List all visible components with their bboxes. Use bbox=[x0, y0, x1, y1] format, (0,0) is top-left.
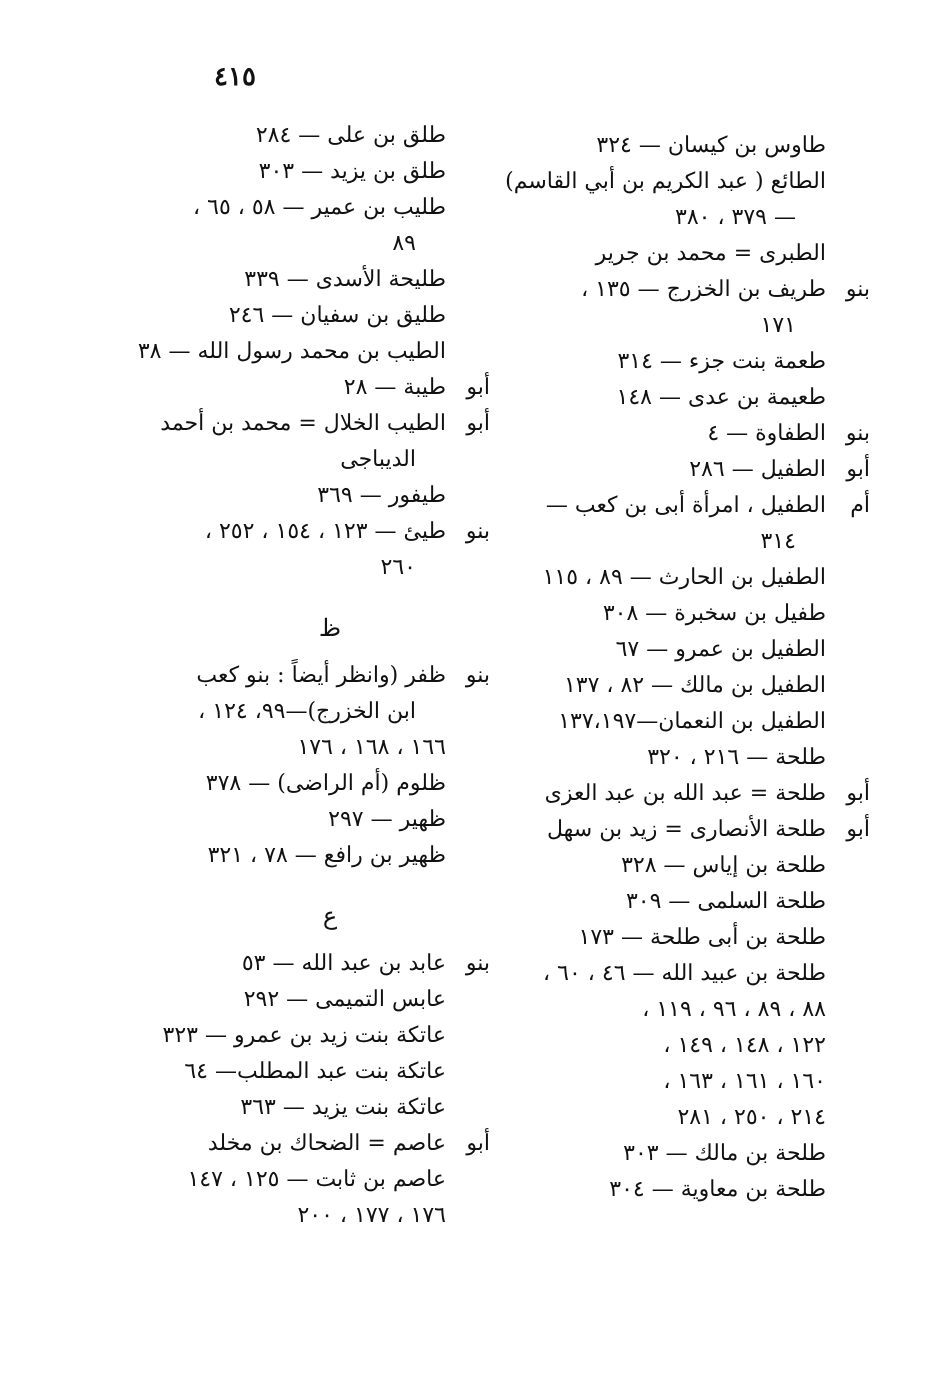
entry-text bbox=[130, 766, 446, 802]
entry-text bbox=[500, 560, 826, 596]
index-entry bbox=[500, 1100, 870, 1136]
entry-prefix: بنو bbox=[465, 519, 490, 544]
entry-continuation-line: ابن الخزرج)—٩٩، ١٢٤ ، bbox=[198, 699, 416, 724]
entry-main-line: الطفاوة — ٤ bbox=[707, 421, 826, 446]
index-entry bbox=[500, 272, 870, 344]
entry-text bbox=[130, 406, 446, 478]
entry-text bbox=[500, 272, 826, 344]
index-entry bbox=[130, 298, 490, 334]
entry-text bbox=[500, 164, 826, 236]
entry-text bbox=[130, 1054, 446, 1090]
entry-text bbox=[130, 838, 446, 874]
entry-text bbox=[500, 1172, 826, 1208]
index-entry bbox=[130, 1054, 490, 1090]
entry-main-line: طعيمة بن عدى — ١٤٨ bbox=[616, 385, 826, 410]
entry-text bbox=[500, 776, 826, 812]
entry-main-line: ١٦٦ ، ١٦٨ ، ١٧٦ bbox=[297, 735, 446, 760]
entry-continuation-line: الديباجى bbox=[340, 447, 416, 472]
index-entry bbox=[500, 416, 870, 452]
index-entry bbox=[500, 1064, 870, 1100]
entry-main-line: ظلوم (أم الراضى) — ٣٧٨ bbox=[205, 771, 446, 796]
entry-text bbox=[130, 946, 446, 982]
entry-main-line: عاصم = الضحاك بن مخلد bbox=[207, 1131, 446, 1156]
entries-zha bbox=[130, 658, 490, 874]
entry-text bbox=[130, 370, 446, 406]
entry-text bbox=[500, 884, 826, 920]
entry-text bbox=[500, 488, 826, 560]
entry-prefix: أم bbox=[850, 493, 870, 518]
entry-main-line: ظهير — ٢٩٧ bbox=[328, 807, 446, 832]
entry-text bbox=[130, 190, 446, 262]
index-entry bbox=[500, 380, 870, 416]
entry-prefix: بنو bbox=[465, 951, 490, 976]
entry-text bbox=[130, 730, 446, 766]
index-entry bbox=[500, 236, 870, 272]
entry-main-line: عاتكة بنت زيد بن عمرو — ٣٢٣ bbox=[162, 1023, 446, 1048]
entry-text bbox=[130, 298, 446, 334]
entry-main-line: طعمة بنت جزء — ٣١٤ bbox=[617, 349, 826, 374]
entry-text bbox=[500, 632, 826, 668]
entry-text bbox=[130, 658, 446, 730]
entry-main-line: طليق بن سفيان — ٢٤٦ bbox=[228, 303, 446, 328]
index-entry bbox=[130, 514, 490, 586]
entry-main-line: ٨٨ ، ٨٩ ، ٩٦ ، ١١٩ ، bbox=[642, 997, 826, 1022]
index-entry bbox=[500, 452, 870, 488]
entry-main-line: طريف بن الخزرج — ١٣٥ ، bbox=[581, 277, 826, 302]
entry-continuation-line: ١٧١ bbox=[760, 313, 796, 338]
entry-prefix: أبو bbox=[466, 1131, 490, 1156]
entry-main-line: طلحة السلمى — ٣٠٩ bbox=[625, 889, 826, 914]
entry-continuation-line: ٣١٤ bbox=[760, 529, 796, 554]
index-entry bbox=[500, 920, 870, 956]
entries-ta-continued bbox=[130, 118, 490, 586]
index-entry bbox=[500, 488, 870, 560]
index-entry bbox=[500, 1172, 870, 1208]
entry-text bbox=[500, 1028, 826, 1064]
section-letter-ain: ع bbox=[322, 902, 338, 930]
entry-continuation-line: ٨٩ bbox=[392, 231, 416, 256]
entry-main-line: طلق بن على — ٢٨٤ bbox=[255, 123, 446, 148]
index-entry bbox=[500, 632, 870, 668]
index-entry bbox=[500, 776, 870, 812]
index-entry bbox=[500, 560, 870, 596]
entry-text bbox=[500, 920, 826, 956]
section-letter-zha: ظ bbox=[318, 614, 342, 642]
index-entry bbox=[500, 884, 870, 920]
entry-prefix: أبو bbox=[466, 411, 490, 436]
index-entry bbox=[130, 478, 490, 514]
entry-text bbox=[130, 982, 446, 1018]
entry-prefix: أبو bbox=[846, 817, 870, 842]
page-number: ٤١٥ bbox=[214, 62, 256, 92]
entry-text bbox=[130, 154, 446, 190]
index-entry bbox=[130, 1162, 490, 1198]
entry-prefix: بنو bbox=[845, 421, 870, 446]
entry-main-line: طاوس بن كيسان — ٣٢٤ bbox=[596, 133, 826, 158]
entry-main-line: طفيل بن سخبرة — ٣٠٨ bbox=[602, 601, 826, 626]
entry-main-line: ١٢٢ ، ١٤٨ ، ١٤٩ ، bbox=[663, 1033, 826, 1058]
entry-text bbox=[130, 1126, 446, 1162]
entry-main-line: طليحة الأسدى — ٣٣٩ bbox=[244, 267, 446, 292]
entry-main-line: طلحة الأنصارى = زيد بن سهل bbox=[547, 817, 826, 842]
index-entry bbox=[500, 812, 870, 848]
index-entry bbox=[130, 982, 490, 1018]
entry-text bbox=[130, 1198, 446, 1234]
entry-main-line: الطفيل بن مالك — ٨٢ ، ١٣٧ bbox=[563, 673, 826, 698]
entry-text bbox=[500, 1100, 826, 1136]
entry-main-line: طيفور — ٣٦٩ bbox=[317, 483, 446, 508]
entry-main-line: عابس التميمى — ٢٩٢ bbox=[243, 987, 446, 1012]
index-entry bbox=[130, 802, 490, 838]
index-entry bbox=[130, 1090, 490, 1126]
index-entry bbox=[130, 946, 490, 982]
entry-main-line: طلحة = عبد الله بن عبد العزى bbox=[544, 781, 826, 806]
entry-main-line: الطفيل ، امرأة أبى بن كعب — bbox=[545, 493, 826, 518]
entry-main-line: طلحة — ٢١٦ ، ٣٢٠ bbox=[647, 745, 826, 770]
entry-main-line: الطفيل بن الحارث — ٨٩ ، ١١٥ bbox=[542, 565, 826, 590]
index-entry bbox=[500, 344, 870, 380]
index-entry bbox=[500, 596, 870, 632]
index-entry bbox=[130, 1018, 490, 1054]
entry-main-line: الطيب الخلال = محمد بن أحمد bbox=[160, 411, 446, 436]
index-entry bbox=[500, 164, 870, 236]
index-entry bbox=[500, 668, 870, 704]
entry-main-line: الطفيل بن النعمان—١٣٧،١٩٧ bbox=[558, 709, 826, 734]
index-entry bbox=[130, 838, 490, 874]
entry-text bbox=[130, 262, 446, 298]
entry-text bbox=[500, 740, 826, 776]
entry-main-line: الطفيل بن عمرو — ٦٧ bbox=[615, 637, 826, 662]
entry-text bbox=[500, 848, 826, 884]
entry-main-line: عابد بن عبد الله — ٥٣ bbox=[241, 951, 446, 976]
entry-main-line: طلحة بن إياس — ٣٢٨ bbox=[621, 853, 826, 878]
entry-main-line: ظهير بن رافع — ٧٨ ، ٣٢١ bbox=[207, 843, 446, 868]
entry-main-line: طلحة بن عبيد الله — ٤٦ ، ٦٠ ، bbox=[543, 961, 826, 986]
entry-text bbox=[500, 596, 826, 632]
entry-text bbox=[500, 668, 826, 704]
entry-text bbox=[130, 1018, 446, 1054]
index-entry bbox=[130, 262, 490, 298]
entry-continuation-line: — ٣٧٩ ، ٣٨٠ bbox=[675, 205, 796, 230]
index-entry bbox=[500, 740, 870, 776]
entry-text bbox=[130, 478, 446, 514]
index-entry bbox=[130, 118, 490, 154]
index-entry bbox=[130, 190, 490, 262]
entry-text bbox=[500, 1064, 826, 1100]
entry-main-line: طلحة بن معاوية — ٣٠٤ bbox=[609, 1177, 826, 1202]
index-entry bbox=[130, 370, 490, 406]
index-entry bbox=[500, 1136, 870, 1172]
entry-text bbox=[500, 956, 826, 992]
entry-prefix: أبو bbox=[846, 781, 870, 806]
index-column-right bbox=[500, 128, 870, 1208]
entry-prefix: بنو bbox=[465, 663, 490, 688]
entry-text bbox=[500, 380, 826, 416]
entry-main-line: ظفر (وانظر أيضاً : بنو كعب bbox=[196, 663, 446, 688]
entry-text bbox=[500, 704, 826, 740]
index-entry bbox=[130, 766, 490, 802]
entry-main-line: طليب بن عمير — ٥٨ ، ٦٥ ، bbox=[193, 195, 446, 220]
index-column-left bbox=[130, 118, 490, 1234]
index-entry bbox=[500, 1028, 870, 1064]
index-entry bbox=[130, 154, 490, 190]
entry-text bbox=[500, 452, 826, 488]
entry-text bbox=[500, 1136, 826, 1172]
index-entry bbox=[130, 658, 490, 730]
entry-continuation-line: ٢٦٠ bbox=[380, 555, 416, 580]
entry-text bbox=[130, 514, 446, 586]
index-entry bbox=[130, 406, 490, 478]
entry-main-line: عاتكة بنت عبد المطلب— ٦٤ bbox=[184, 1059, 446, 1084]
entry-main-line: طلحة بن أبى طلحة — ١٧٣ bbox=[578, 925, 826, 950]
entry-main-line: طلق بن يزيد — ٣٠٣ bbox=[258, 159, 446, 184]
entry-text bbox=[500, 128, 826, 164]
entry-main-line: ١٦٠ ، ١٦١ ، ١٦٣ ، bbox=[663, 1069, 826, 1094]
entry-main-line: الطبرى = محمد بن جرير bbox=[595, 241, 826, 266]
entry-text bbox=[130, 802, 446, 838]
entry-main-line: طيبة — ٢٨ bbox=[343, 375, 446, 400]
entry-text bbox=[130, 334, 446, 370]
entry-prefix: أبو bbox=[466, 375, 490, 400]
entry-main-line: طلحة بن مالك — ٣٠٣ bbox=[623, 1141, 826, 1166]
entry-text bbox=[500, 992, 826, 1028]
entry-main-line: ٢١٤ ، ٢٥٠ ، ٢٨١ bbox=[677, 1105, 826, 1130]
entry-main-line: طيئ — ١٢٣ ، ١٥٤ ، ٢٥٢ ، bbox=[204, 519, 446, 544]
entry-text bbox=[500, 812, 826, 848]
index-entry bbox=[130, 334, 490, 370]
entry-main-line: عاصم بن ثابت — ١٢٥ ، ١٤٧ bbox=[187, 1167, 446, 1192]
index-entry bbox=[130, 1126, 490, 1162]
entry-main-line: عاتكة بنت يزيد — ٣٦٣ bbox=[240, 1095, 446, 1120]
entries-ain bbox=[130, 946, 490, 1234]
index-entry bbox=[500, 956, 870, 992]
index-entry bbox=[500, 992, 870, 1028]
index-entry bbox=[500, 128, 870, 164]
index-entry bbox=[500, 704, 870, 740]
index-entry bbox=[130, 730, 490, 766]
index-entry bbox=[500, 848, 870, 884]
entry-main-line: الطائع ( عبد الكريم بن أبي القاسم) bbox=[505, 169, 826, 194]
entry-text bbox=[130, 118, 446, 154]
entry-prefix: بنو bbox=[845, 277, 870, 302]
entry-text bbox=[500, 236, 826, 272]
index-entry bbox=[130, 1198, 490, 1234]
entry-text bbox=[130, 1090, 446, 1126]
entry-text bbox=[500, 416, 826, 452]
entry-main-line: الطيب بن محمد رسول الله — ٣٨ bbox=[137, 339, 446, 364]
entry-text bbox=[500, 344, 826, 380]
entry-prefix: أبو bbox=[846, 457, 870, 482]
entry-text bbox=[130, 1162, 446, 1198]
entry-main-line: الطفيل — ٢٨٦ bbox=[689, 457, 826, 482]
entry-main-line: ١٧٦ ، ١٧٧ ، ٢٠٠ bbox=[297, 1203, 446, 1228]
